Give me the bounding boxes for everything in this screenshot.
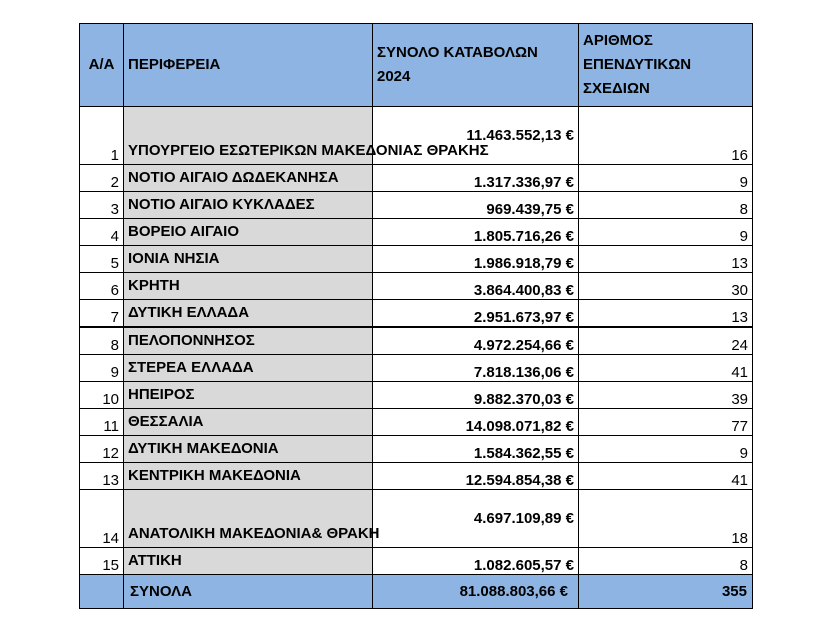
row-plans: 30 xyxy=(579,273,753,300)
table-row xyxy=(80,382,753,409)
totals-amount: 81.088.803,66 € xyxy=(373,575,579,609)
row-aa: 3 xyxy=(80,192,124,219)
row-region: ΠΕΛΟΠΟΝΝΗΣΟΣ xyxy=(124,327,373,355)
row-aa: 2 xyxy=(80,165,124,192)
row-aa: 13 xyxy=(80,463,124,490)
row-aa: 12 xyxy=(80,436,124,463)
row-total: 11.463.552,13 € xyxy=(373,107,579,165)
row-region: ΑΤΤΙΚΗ xyxy=(124,548,373,575)
row-aa: 7 xyxy=(80,300,124,328)
row-region: ΣΤΕΡΕΑ ΕΛΛΑΔΑ xyxy=(124,355,373,382)
row-total: 4.972.254,66 € xyxy=(373,327,579,355)
table-row xyxy=(80,463,753,490)
row-region: ΘΕΣΣΑΛΙΑ xyxy=(124,409,373,436)
row-plans: 13 xyxy=(579,300,753,328)
row-aa: 5 xyxy=(80,246,124,273)
row-plans: 8 xyxy=(579,548,753,575)
row-region: ΚΕΝΤΡΙΚΗ ΜΑΚΕΔΟΝΙΑ xyxy=(124,463,373,490)
row-region: ΑΝΑΤΟΛΙΚΗ ΜΑΚΕΔΟΝΙΑ& ΘΡΑΚΗ xyxy=(124,490,373,548)
row-aa: 10 xyxy=(80,382,124,409)
header-region: ΠΕΡΙΦΕΡΕΙΑ xyxy=(124,24,373,107)
row-aa: 15 xyxy=(80,548,124,575)
row-total: 1.317.336,97 € xyxy=(373,165,579,192)
table-row xyxy=(80,409,753,436)
row-region: ΝΟΤΙΟ ΑΙΓΑΙΟ ΔΩΔΕΚΑΝΗΣΑ xyxy=(124,165,373,192)
row-plans: 9 xyxy=(579,219,753,246)
totals-row xyxy=(80,575,753,609)
row-plans: 39 xyxy=(579,382,753,409)
row-aa: 6 xyxy=(80,273,124,300)
table-row xyxy=(80,192,753,219)
row-region: ΥΠΟΥΡΓΕΙΟ ΕΣΩΤΕΡΙΚΩΝ ΜΑΚΕΔΟΝΙΑΣ ΘΡΑΚΗΣ xyxy=(124,107,373,165)
row-plans: 16 xyxy=(579,107,753,165)
table-row xyxy=(80,246,753,273)
totals-aa xyxy=(80,575,124,609)
row-aa: 8 xyxy=(80,327,124,355)
row-aa: 1 xyxy=(80,107,124,165)
row-plans: 77 xyxy=(579,409,753,436)
row-total: 2.951.673,97 € xyxy=(373,300,579,328)
totals-plans: 355 xyxy=(579,575,753,609)
row-plans: 41 xyxy=(579,463,753,490)
table-row xyxy=(80,327,753,355)
row-total: 1.584.362,55 € xyxy=(373,436,579,463)
table-row xyxy=(80,107,753,165)
row-plans: 9 xyxy=(579,165,753,192)
totals-label: ΣΥΝΟΛΑ xyxy=(124,575,373,609)
row-region: ΝΟΤΙΟ ΑΙΓΑΙΟ ΚΥΚΛΑΔΕΣ xyxy=(124,192,373,219)
row-aa: 4 xyxy=(80,219,124,246)
row-total: 14.098.071,82 € xyxy=(373,409,579,436)
row-plans: 24 xyxy=(579,327,753,355)
table-body xyxy=(80,107,753,575)
table-row xyxy=(80,273,753,300)
row-plans: 13 xyxy=(579,246,753,273)
row-total: 3.864.400,83 € xyxy=(373,273,579,300)
row-plans: 9 xyxy=(579,436,753,463)
row-region: ΔΥΤΙΚΗ ΜΑΚΕΔΟΝΙΑ xyxy=(124,436,373,463)
table-row xyxy=(80,436,753,463)
table-row xyxy=(80,355,753,382)
row-region: ΚΡΗΤΗ xyxy=(124,273,373,300)
header-plans: ΑΡΙΘΜΟΣ ΕΠΕΝΔΥΤΙΚΩΝ ΣΧΕΔΙΩΝ xyxy=(579,24,753,107)
row-plans: 8 xyxy=(579,192,753,219)
row-aa: 11 xyxy=(80,409,124,436)
row-total: 12.594.854,38 € xyxy=(373,463,579,490)
header-total: ΣΥΝΟΛΟ ΚΑΤΑΒΟΛΩΝ 2024 xyxy=(373,24,579,107)
row-total: 4.697.109,89 € xyxy=(373,490,579,548)
row-plans: 18 xyxy=(579,490,753,548)
payments-table xyxy=(79,23,753,609)
row-region: ΙΟΝΙΑ ΝΗΣΙΑ xyxy=(124,246,373,273)
table-row xyxy=(80,548,753,575)
table-row xyxy=(80,300,753,328)
header-row xyxy=(80,24,753,107)
row-region: ΗΠΕΙΡΟΣ xyxy=(124,382,373,409)
row-total: 1.986.918,79 € xyxy=(373,246,579,273)
row-total: 1.082.605,57 € xyxy=(373,548,579,575)
row-total: 7.818.136,06 € xyxy=(373,355,579,382)
row-region: ΔΥΤΙΚΗ ΕΛΛΑΔΑ xyxy=(124,300,373,328)
table-row xyxy=(80,219,753,246)
row-region: ΒΟΡΕΙΟ ΑΙΓΑΙΟ xyxy=(124,219,373,246)
row-total: 1.805.716,26 € xyxy=(373,219,579,246)
row-plans: 41 xyxy=(579,355,753,382)
row-aa: 9 xyxy=(80,355,124,382)
row-total: 969.439,75 € xyxy=(373,192,579,219)
table-row xyxy=(80,165,753,192)
row-total: 9.882.370,03 € xyxy=(373,382,579,409)
table-row xyxy=(80,490,753,548)
row-aa: 14 xyxy=(80,490,124,548)
header-aa: Α/Α xyxy=(80,24,124,107)
